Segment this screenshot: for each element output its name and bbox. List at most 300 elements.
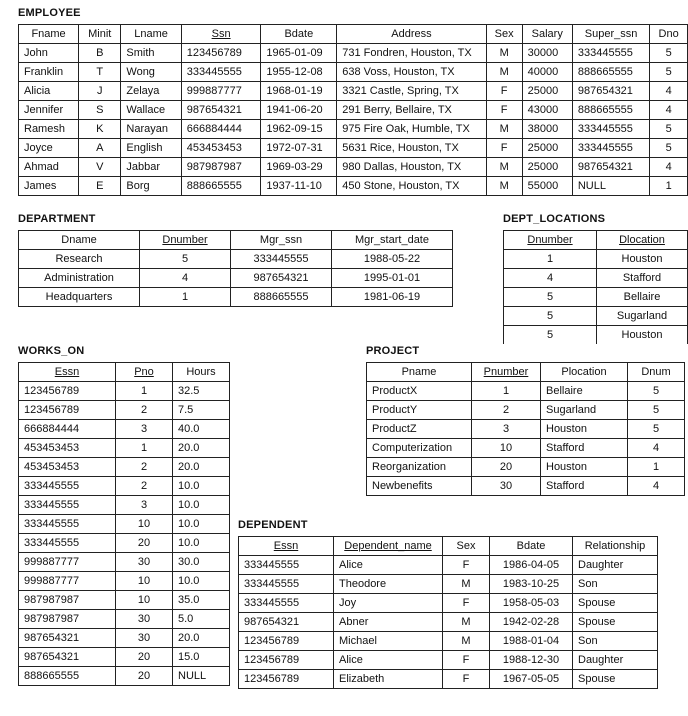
dependent-cell-essn: 333445555 — [239, 575, 334, 594]
dependent-cell-essn: 333445555 — [239, 556, 334, 575]
dependent-cell-sex: F — [443, 594, 490, 613]
employee-cell-sex: F — [486, 82, 522, 101]
dept-locations-cell-dlocation: Houston — [597, 326, 688, 345]
works-on-cell-hours: 5.0 — [173, 610, 230, 629]
project-cell-dnum: 1 — [628, 458, 685, 477]
project-row — [367, 382, 685, 401]
employee-cell-bdate: 1962-09-15 — [261, 120, 337, 139]
employee-cell-lname: Wong — [121, 63, 181, 82]
department-cell-mgr-start-date: 1988-05-22 — [332, 250, 453, 269]
employee-cell-fname: Alicia — [19, 82, 79, 101]
dependent-cell-bdate: 1988-01-04 — [490, 632, 573, 651]
project-cell-pname: Newbenefits — [367, 477, 472, 496]
employee-cell-lname: Borg — [121, 177, 181, 196]
works-on-cell-pno: 10 — [116, 572, 173, 591]
project-cell-pnumber: 3 — [472, 420, 541, 439]
works-on-title: WORKS_ON — [18, 345, 85, 357]
department-cell-dname: Administration — [19, 269, 140, 288]
employee-cell-salary: 25000 — [522, 82, 572, 101]
dependent-cell-sex: M — [443, 575, 490, 594]
employee-cell-super-ssn: 333445555 — [572, 44, 649, 63]
project-cell-pnumber: 30 — [472, 477, 541, 496]
works-on-row — [19, 534, 230, 553]
department-section — [18, 212, 453, 307]
department-title: DEPARTMENT — [18, 213, 96, 225]
project-cell-pname: Computerization — [367, 439, 472, 458]
employee-cell-lname: Smith — [121, 44, 181, 63]
dept-locations-title: DEPT_LOCATIONS — [503, 213, 606, 225]
works-on-cell-essn: 987654321 — [19, 648, 116, 667]
works-on-cell-pno: 2 — [116, 401, 173, 420]
employee-cell-lname: English — [121, 139, 181, 158]
works-on-cell-pno: 3 — [116, 420, 173, 439]
department-cell-mgr-start-date: 1995-01-01 — [332, 269, 453, 288]
employee-col-salary: Salary — [522, 25, 572, 44]
dependent-col-relationship: Relationship — [573, 537, 658, 556]
project-cell-plocation: Houston — [541, 458, 628, 477]
project-cell-pnumber: 10 — [472, 439, 541, 458]
employee-cell-fname: Joyce — [19, 139, 79, 158]
employee-row — [19, 63, 688, 82]
project-cell-plocation: Sugarland — [541, 401, 628, 420]
works-on-cell-essn: 987654321 — [19, 629, 116, 648]
project-cell-plocation: Houston — [541, 420, 628, 439]
employee-col-fname: Fname — [19, 25, 79, 44]
employee-cell-super-ssn: 987654321 — [572, 82, 649, 101]
dept-locations-header-row — [504, 231, 688, 250]
works-on-cell-essn: 333445555 — [19, 534, 116, 553]
dependent-cell-sex: M — [443, 613, 490, 632]
dependent-cell-dependent-name: Michael — [334, 632, 443, 651]
dependent-row — [239, 594, 658, 613]
department-cell-mgr-ssn: 333445555 — [231, 250, 332, 269]
employee-row — [19, 44, 688, 63]
department-cell-mgr-start-date: 1981-06-19 — [332, 288, 453, 307]
works-on-cell-hours: 40.0 — [173, 420, 230, 439]
works-on-cell-hours: 10.0 — [173, 515, 230, 534]
employee-cell-dno: 4 — [650, 158, 688, 177]
department-col-dnumber: Dnumber — [140, 231, 231, 250]
dept-locations-section — [503, 212, 688, 344]
employee-cell-salary: 30000 — [522, 44, 572, 63]
employee-cell-address: 3321 Castle, Spring, TX — [337, 82, 486, 101]
employee-cell-salary: 25000 — [522, 139, 572, 158]
works-on-header-row — [19, 363, 230, 382]
works-on-cell-pno: 20 — [116, 648, 173, 667]
works-on-cell-pno: 1 — [116, 439, 173, 458]
dependent-cell-bdate: 1967-05-05 — [490, 670, 573, 689]
works-on-row — [19, 477, 230, 496]
works-on-cell-essn: 333445555 — [19, 515, 116, 534]
dept-locations-cell-dnumber: 5 — [504, 288, 597, 307]
employee-cell-sex: M — [486, 158, 522, 177]
dept-locations-row — [504, 326, 688, 345]
dependent-table — [238, 536, 658, 689]
employee-cell-salary: 25000 — [522, 158, 572, 177]
project-cell-pnumber: 2 — [472, 401, 541, 420]
project-row — [367, 458, 685, 477]
employee-cell-bdate: 1968-01-19 — [261, 82, 337, 101]
department-cell-dname: Research — [19, 250, 140, 269]
employee-cell-salary: 55000 — [522, 177, 572, 196]
works-on-row — [19, 515, 230, 534]
dept-locations-row — [504, 269, 688, 288]
project-cell-plocation: Stafford — [541, 439, 628, 458]
employee-cell-minit: K — [79, 120, 121, 139]
department-col-mgr-ssn: Mgr_ssn — [231, 231, 332, 250]
works-on-cell-hours: 10.0 — [173, 496, 230, 515]
department-col-dname: Dname — [19, 231, 140, 250]
works-on-row — [19, 496, 230, 515]
project-title: PROJECT — [366, 345, 420, 357]
employee-cell-sex: F — [486, 139, 522, 158]
dependent-cell-relationship: Spouse — [573, 613, 658, 632]
employee-row — [19, 158, 688, 177]
department-cell-mgr-ssn: 987654321 — [231, 269, 332, 288]
employee-cell-bdate: 1937-11-10 — [261, 177, 337, 196]
employee-col-lname: Lname — [121, 25, 181, 44]
department-cell-dname: Headquarters — [19, 288, 140, 307]
dependent-row — [239, 651, 658, 670]
employee-cell-address: 731 Fondren, Houston, TX — [337, 44, 486, 63]
employee-cell-address: 450 Stone, Houston, TX — [337, 177, 486, 196]
works-on-cell-pno: 30 — [116, 610, 173, 629]
employee-cell-ssn: 987987987 — [181, 158, 261, 177]
dependent-cell-bdate: 1983-10-25 — [490, 575, 573, 594]
works-on-col-hours: Hours — [173, 363, 230, 382]
dependent-row — [239, 632, 658, 651]
employee-cell-bdate: 1955-12-08 — [261, 63, 337, 82]
works-on-cell-hours: 10.0 — [173, 572, 230, 591]
employee-table — [18, 24, 688, 196]
works-on-cell-pno: 2 — [116, 477, 173, 496]
employee-cell-super-ssn: NULL — [572, 177, 649, 196]
department-row — [19, 269, 453, 288]
works-on-row — [19, 572, 230, 591]
employee-cell-dno: 4 — [650, 101, 688, 120]
dependent-cell-relationship: Spouse — [573, 594, 658, 613]
employee-cell-address: 291 Berry, Bellaire, TX — [337, 101, 486, 120]
dependent-row — [239, 670, 658, 689]
dependent-cell-dependent-name: Elizabeth — [334, 670, 443, 689]
dependent-cell-sex: F — [443, 670, 490, 689]
dept-locations-row — [504, 288, 688, 307]
works-on-row — [19, 667, 230, 686]
dependent-cell-bdate: 1942-02-28 — [490, 613, 573, 632]
dependent-title: DEPENDENT — [238, 519, 308, 531]
project-cell-dnum: 5 — [628, 420, 685, 439]
employee-cell-super-ssn: 987654321 — [572, 158, 649, 177]
employee-section — [18, 6, 688, 196]
project-row — [367, 477, 685, 496]
dept-locations-col-dnumber: Dnumber — [504, 231, 597, 250]
works-on-cell-essn: 999887777 — [19, 572, 116, 591]
department-col-mgr-start-date: Mgr_start_date — [332, 231, 453, 250]
works-on-col-pno: Pno — [116, 363, 173, 382]
dept-locations-table — [503, 230, 688, 344]
works-on-row — [19, 420, 230, 439]
works-on-row — [19, 401, 230, 420]
dependent-cell-dependent-name: Abner — [334, 613, 443, 632]
dependent-cell-essn: 333445555 — [239, 594, 334, 613]
dept-locations-cell-dlocation: Bellaire — [597, 288, 688, 307]
employee-cell-address: 975 Fire Oak, Humble, TX — [337, 120, 486, 139]
employee-cell-lname: Wallace — [121, 101, 181, 120]
works-on-cell-essn: 987987987 — [19, 591, 116, 610]
project-cell-plocation: Bellaire — [541, 382, 628, 401]
employee-cell-super-ssn: 333445555 — [572, 120, 649, 139]
employee-cell-dno: 5 — [650, 120, 688, 139]
works-on-row — [19, 648, 230, 667]
dependent-cell-essn: 123456789 — [239, 651, 334, 670]
dept-locations-cell-dlocation: Houston — [597, 250, 688, 269]
dependent-col-essn: Essn — [239, 537, 334, 556]
works-on-cell-hours: 32.5 — [173, 382, 230, 401]
employee-cell-minit: E — [79, 177, 121, 196]
works-on-cell-hours: 35.0 — [173, 591, 230, 610]
dept-locations-cell-dnumber: 5 — [504, 307, 597, 326]
works-on-cell-essn: 999887777 — [19, 553, 116, 572]
project-cell-pname: Reorganization — [367, 458, 472, 477]
employee-cell-ssn: 123456789 — [181, 44, 261, 63]
works-on-cell-hours: 20.0 — [173, 439, 230, 458]
department-header-row — [19, 231, 453, 250]
works-on-cell-pno: 20 — [116, 667, 173, 686]
dependent-cell-essn: 987654321 — [239, 613, 334, 632]
dependent-cell-relationship: Spouse — [573, 670, 658, 689]
employee-title: EMPLOYEE — [18, 7, 81, 19]
works-on-cell-essn: 666884444 — [19, 420, 116, 439]
dept-locations-cell-dnumber: 4 — [504, 269, 597, 288]
dependent-cell-relationship: Son — [573, 575, 658, 594]
employee-cell-sex: M — [486, 44, 522, 63]
works-on-cell-essn: 123456789 — [19, 382, 116, 401]
employee-cell-dno: 4 — [650, 82, 688, 101]
works-on-cell-essn: 987987987 — [19, 610, 116, 629]
dept-locations-row — [504, 307, 688, 326]
dependent-col-sex: Sex — [443, 537, 490, 556]
dependent-cell-sex: M — [443, 632, 490, 651]
employee-col-dno: Dno — [650, 25, 688, 44]
employee-cell-super-ssn: 888665555 — [572, 63, 649, 82]
dept-locations-col-dlocation: Dlocation — [597, 231, 688, 250]
employee-header-row — [19, 25, 688, 44]
dept-locations-cell-dnumber: 5 — [504, 326, 597, 345]
dependent-cell-sex: F — [443, 556, 490, 575]
employee-cell-ssn: 999887777 — [181, 82, 261, 101]
project-col-plocation: Plocation — [541, 363, 628, 382]
employee-cell-ssn: 666884444 — [181, 120, 261, 139]
dependent-cell-bdate: 1986-04-05 — [490, 556, 573, 575]
works-on-cell-hours: 10.0 — [173, 477, 230, 496]
works-on-cell-hours: 30.0 — [173, 553, 230, 572]
dependent-section — [238, 518, 658, 689]
project-cell-dnum: 4 — [628, 439, 685, 458]
employee-cell-ssn: 453453453 — [181, 139, 261, 158]
project-col-pname: Pname — [367, 363, 472, 382]
employee-col-address: Address — [337, 25, 486, 44]
department-cell-dnumber: 1 — [140, 288, 231, 307]
project-row — [367, 420, 685, 439]
works-on-cell-essn: 453453453 — [19, 439, 116, 458]
employee-row — [19, 139, 688, 158]
employee-cell-minit: A — [79, 139, 121, 158]
works-on-cell-hours: 20.0 — [173, 629, 230, 648]
employee-row — [19, 120, 688, 139]
employee-cell-minit: S — [79, 101, 121, 120]
works-on-row — [19, 629, 230, 648]
dependent-cell-dependent-name: Joy — [334, 594, 443, 613]
works-on-cell-pno: 10 — [116, 591, 173, 610]
works-on-cell-pno: 30 — [116, 629, 173, 648]
dependent-cell-sex: F — [443, 651, 490, 670]
works-on-cell-essn: 888665555 — [19, 667, 116, 686]
department-cell-dnumber: 5 — [140, 250, 231, 269]
project-cell-pnumber: 1 — [472, 382, 541, 401]
employee-cell-ssn: 987654321 — [181, 101, 261, 120]
employee-cell-ssn: 888665555 — [181, 177, 261, 196]
employee-col-sex: Sex — [486, 25, 522, 44]
works-on-cell-hours: 7.5 — [173, 401, 230, 420]
employee-cell-bdate: 1941-06-20 — [261, 101, 337, 120]
employee-cell-fname: Ahmad — [19, 158, 79, 177]
works-on-row — [19, 591, 230, 610]
works-on-section — [18, 344, 230, 686]
project-cell-dnum: 5 — [628, 382, 685, 401]
employee-cell-dno: 1 — [650, 177, 688, 196]
works-on-cell-pno: 10 — [116, 515, 173, 534]
dependent-cell-dependent-name: Alice — [334, 556, 443, 575]
employee-cell-minit: B — [79, 44, 121, 63]
employee-cell-bdate: 1972-07-31 — [261, 139, 337, 158]
project-cell-plocation: Stafford — [541, 477, 628, 496]
dependent-col-bdate: Bdate — [490, 537, 573, 556]
project-cell-pname: ProductY — [367, 401, 472, 420]
department-table — [18, 230, 453, 307]
employee-cell-salary: 38000 — [522, 120, 572, 139]
employee-row — [19, 82, 688, 101]
project-col-pnumber: Pnumber — [472, 363, 541, 382]
project-cell-pname: ProductZ — [367, 420, 472, 439]
employee-row — [19, 101, 688, 120]
dependent-cell-dependent-name: Alice — [334, 651, 443, 670]
employee-cell-address: 5631 Rice, Houston, TX — [337, 139, 486, 158]
works-on-row — [19, 610, 230, 629]
employee-cell-dno: 5 — [650, 139, 688, 158]
employee-cell-bdate: 1965-01-09 — [261, 44, 337, 63]
works-on-row — [19, 458, 230, 477]
dependent-cell-dependent-name: Theodore — [334, 575, 443, 594]
dependent-cell-relationship: Son — [573, 632, 658, 651]
department-cell-dnumber: 4 — [140, 269, 231, 288]
works-on-cell-essn: 453453453 — [19, 458, 116, 477]
employee-cell-super-ssn: 888665555 — [572, 101, 649, 120]
works-on-cell-pno: 20 — [116, 534, 173, 553]
employee-col-minit: Minit — [79, 25, 121, 44]
dept-locations-cell-dlocation: Sugarland — [597, 307, 688, 326]
project-cell-pname: ProductX — [367, 382, 472, 401]
dependent-cell-essn: 123456789 — [239, 670, 334, 689]
works-on-row — [19, 439, 230, 458]
project-header-row — [367, 363, 685, 382]
dependent-row — [239, 613, 658, 632]
works-on-col-essn: Essn — [19, 363, 116, 382]
employee-cell-fname: John — [19, 44, 79, 63]
works-on-cell-essn: 333445555 — [19, 477, 116, 496]
employee-cell-fname: Jennifer — [19, 101, 79, 120]
employee-cell-sex: F — [486, 101, 522, 120]
project-col-dnum: Dnum — [628, 363, 685, 382]
employee-cell-ssn: 333445555 — [181, 63, 261, 82]
dept-locations-cell-dnumber: 1 — [504, 250, 597, 269]
dependent-cell-bdate: 1988-12-30 — [490, 651, 573, 670]
project-section — [366, 344, 685, 496]
project-cell-dnum: 5 — [628, 401, 685, 420]
employee-cell-salary: 43000 — [522, 101, 572, 120]
dept-locations-row — [504, 250, 688, 269]
works-on-cell-pno: 1 — [116, 382, 173, 401]
employee-col-bdate: Bdate — [261, 25, 337, 44]
employee-col-super-ssn: Super_ssn — [572, 25, 649, 44]
employee-row — [19, 177, 688, 196]
employee-cell-address: 980 Dallas, Houston, TX — [337, 158, 486, 177]
project-cell-dnum: 4 — [628, 477, 685, 496]
employee-cell-sex: M — [486, 63, 522, 82]
works-on-cell-hours: 15.0 — [173, 648, 230, 667]
employee-cell-dno: 5 — [650, 63, 688, 82]
dependent-cell-relationship: Daughter — [573, 556, 658, 575]
works-on-row — [19, 553, 230, 572]
works-on-cell-essn: 333445555 — [19, 496, 116, 515]
employee-cell-lname: Zelaya — [121, 82, 181, 101]
department-row — [19, 288, 453, 307]
employee-cell-fname: Franklin — [19, 63, 79, 82]
employee-cell-sex: M — [486, 177, 522, 196]
dependent-cell-bdate: 1958-05-03 — [490, 594, 573, 613]
works-on-cell-hours: NULL — [173, 667, 230, 686]
employee-cell-salary: 40000 — [522, 63, 572, 82]
employee-cell-lname: Jabbar — [121, 158, 181, 177]
employee-cell-lname: Narayan — [121, 120, 181, 139]
works-on-row — [19, 382, 230, 401]
dept-locations-cell-dlocation: Stafford — [597, 269, 688, 288]
works-on-cell-pno: 2 — [116, 458, 173, 477]
works-on-cell-essn: 123456789 — [19, 401, 116, 420]
works-on-cell-hours: 10.0 — [173, 534, 230, 553]
works-on-cell-pno: 30 — [116, 553, 173, 572]
works-on-table — [18, 362, 230, 686]
employee-col-ssn: Ssn — [181, 25, 261, 44]
employee-cell-sex: M — [486, 120, 522, 139]
project-table — [366, 362, 685, 496]
employee-cell-minit: J — [79, 82, 121, 101]
department-row — [19, 250, 453, 269]
dependent-col-dependent-name: Dependent_name — [334, 537, 443, 556]
dependent-cell-essn: 123456789 — [239, 632, 334, 651]
employee-cell-address: 638 Voss, Houston, TX — [337, 63, 486, 82]
employee-cell-bdate: 1969-03-29 — [261, 158, 337, 177]
employee-cell-minit: T — [79, 63, 121, 82]
employee-cell-minit: V — [79, 158, 121, 177]
employee-cell-dno: 5 — [650, 44, 688, 63]
project-row — [367, 401, 685, 420]
works-on-cell-hours: 20.0 — [173, 458, 230, 477]
employee-cell-fname: Ramesh — [19, 120, 79, 139]
department-cell-mgr-ssn: 888665555 — [231, 288, 332, 307]
works-on-cell-pno: 3 — [116, 496, 173, 515]
dependent-row — [239, 575, 658, 594]
employee-cell-super-ssn: 333445555 — [572, 139, 649, 158]
